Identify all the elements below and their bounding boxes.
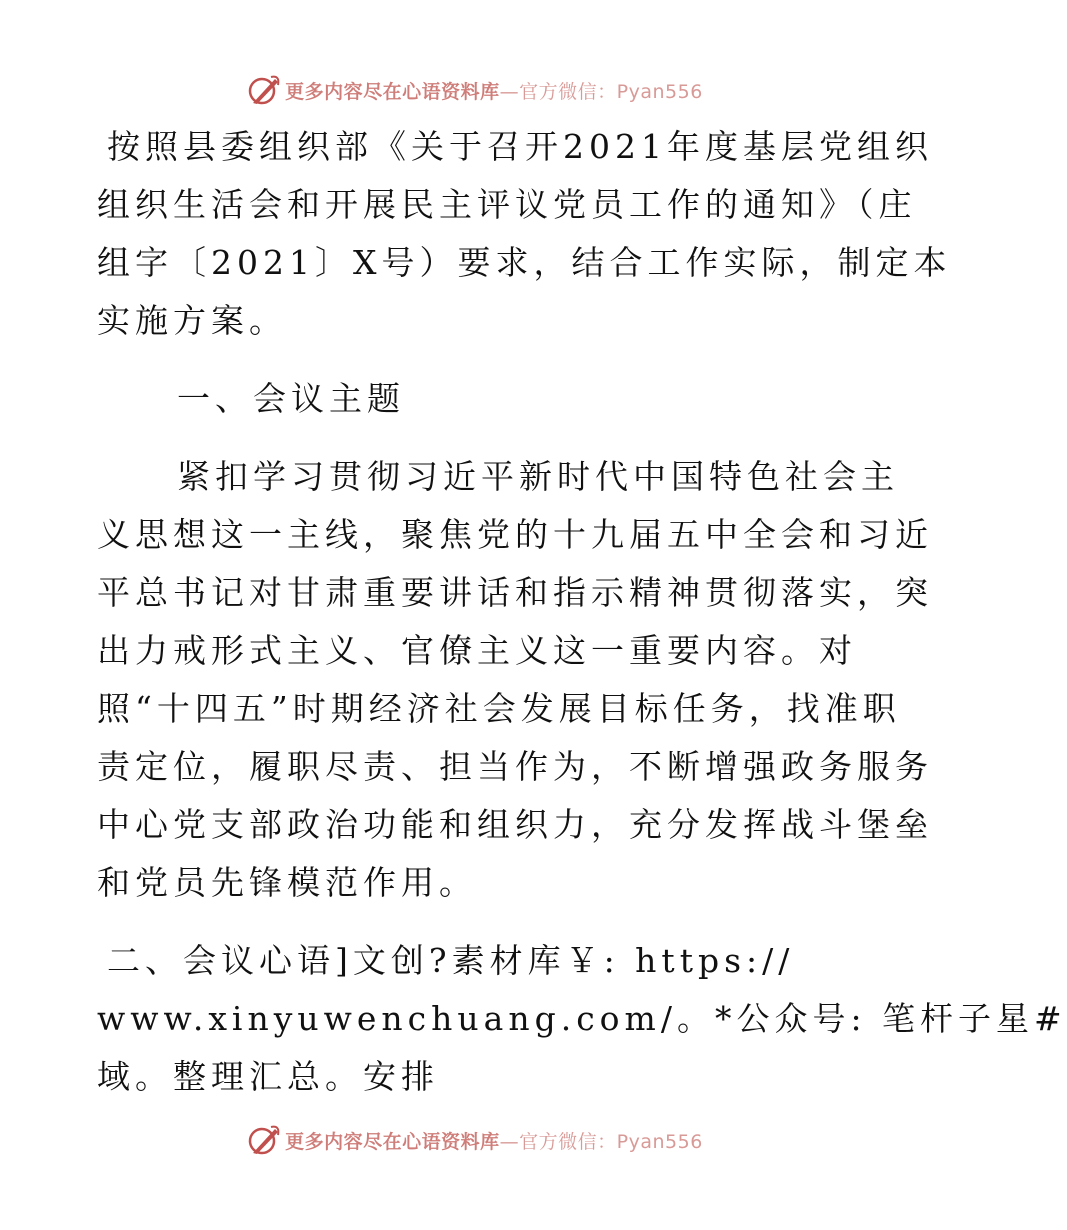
text-line: 责定位，履职尽责、担当作为，不断增强政务服务	[97, 747, 933, 786]
intro-paragraph	[97, 118, 952, 350]
watermark-brand: 更多内容尽在心语资料库	[285, 80, 500, 103]
text-line: 域。整理汇总。安排	[97, 1057, 439, 1096]
text-line: 中心党支部政治功能和组织力，充分发挥战斗堡垒	[97, 805, 933, 844]
watermark-text	[285, 77, 703, 104]
footer-watermark	[0, 1122, 950, 1158]
section-heading-2-paragraph	[97, 932, 1067, 1106]
text-line: 平总书记对甘肃重要讲话和指示精神贯彻落实，突	[97, 573, 933, 612]
text-line: 出力戒形式主义、官僚主义这一重要内容。对	[97, 631, 857, 670]
text-line: 组字〔2021〕X号）要求，结合工作实际，制定本	[97, 243, 952, 282]
text-line: 二、会议心语]文创?素材库￥: https://	[107, 941, 795, 980]
text-line: 实施方案。	[97, 301, 287, 340]
quill-logo-icon	[247, 1123, 281, 1157]
watermark-dash: —	[499, 1130, 520, 1153]
watermark-brand: 更多内容尽在心语资料库	[285, 1130, 500, 1153]
quill-logo-icon	[247, 73, 281, 107]
text-line: 紧扣学习贯彻习近平新时代中国特色社会主	[177, 457, 899, 496]
document-body	[97, 118, 1067, 1106]
text-line: 义思想这一主线，聚焦党的十九届五中全会和习近	[97, 515, 933, 554]
text-line: 组织生活会和开展民主评议党员工作的通知》（庄	[97, 185, 917, 224]
header-watermark	[0, 72, 950, 108]
section-heading-1	[97, 370, 857, 428]
watermark-dash: —	[499, 80, 520, 103]
watermark-wechat: 官方微信：Pyan556	[519, 1130, 703, 1153]
text-line: 照“十四五”时期经济社会发展目标任务，找准职	[97, 689, 901, 728]
watermark-text	[285, 1127, 703, 1154]
text-line: 和党员先锋模范作用。	[97, 863, 477, 902]
text-line: www.xinyuwenchuang.com/。*公众号: 笔杆子星#	[97, 999, 1067, 1038]
heading-text: 一、会议主题	[177, 379, 405, 418]
watermark-wechat: 官方微信：Pyan556	[519, 80, 703, 103]
theme-paragraph	[97, 448, 933, 912]
text-line: 按照县委组织部《关于召开2021年度基层党组织	[107, 127, 933, 166]
